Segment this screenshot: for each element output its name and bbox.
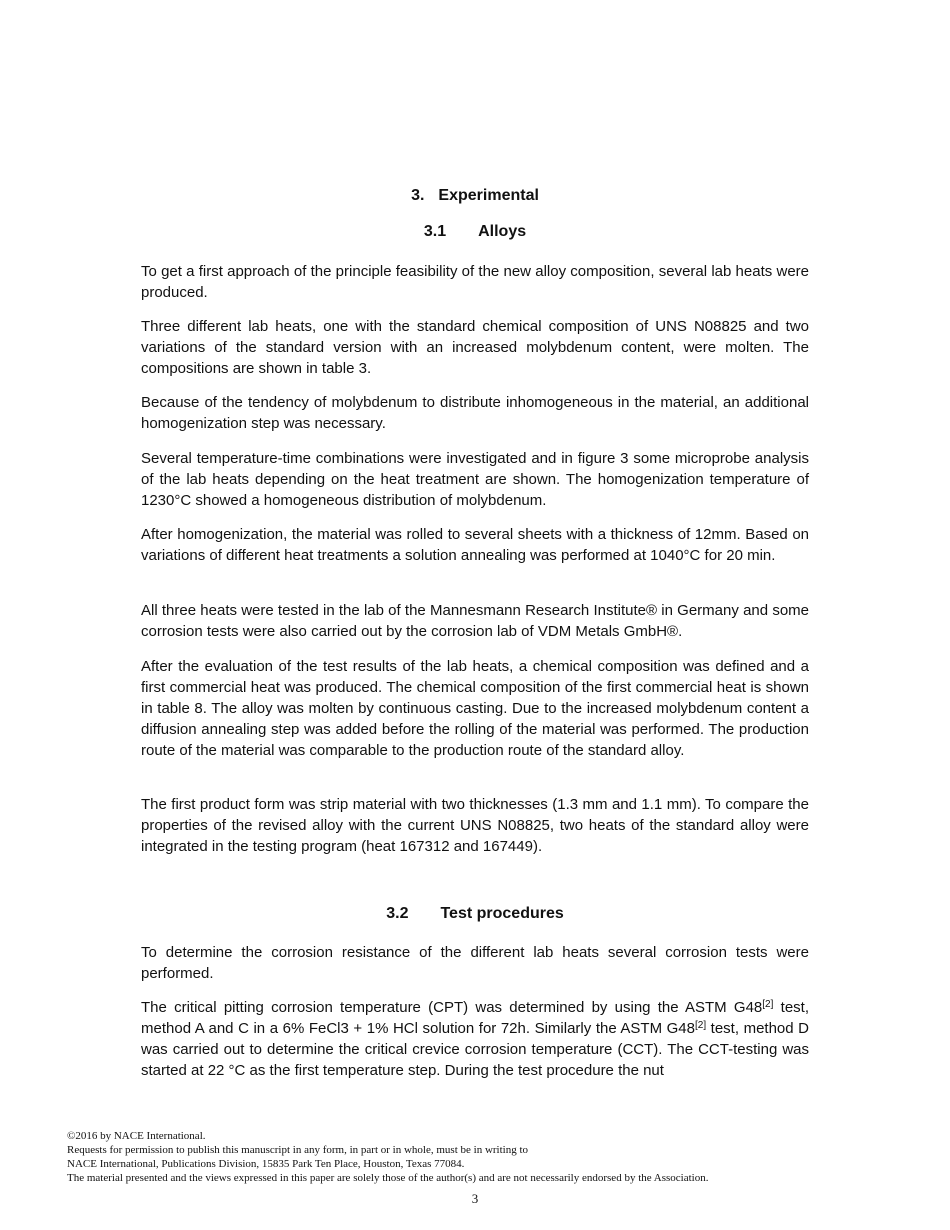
section-title: Experimental [438,187,539,204]
footer-line: NACE International, Publications Division, 15835 Park Ten Place, Houston, Texas 77084. [67,1158,465,1170]
paragraph: After the evaluation of the test results of the lab heats, a chemical composition was defined and a first commercial heat was produced. The chemical composition of the first commercial heat is shown in table 8. The alloy was molten by continuous casting. Due to the increased molybdenum content a diffusion annealing step was added before the rolling of the material was performed. The production route of the material was comparable to the production route of the standard alloy. [141,658,809,759]
paragraph-cpt-cct [141,997,809,1081]
footer-line: The material presented and the views expressed in this paper are solely those of the author(s) and are not necessarily endorsed by the Association. [67,1172,709,1184]
citation-ref[interactable]: [2] [762,999,774,1010]
footer-line: ©2016 by NACE International. [67,1130,206,1142]
paragraph: The first product form was strip material with two thicknesses (1.3 mm and 1.1 mm). To compare the properties of the revised alloy with the current UNS N08825, two heats of the standard alloy were integrated in the testing program (heat 167312 and 167449). [141,796,809,855]
subsection-heading-alloys [0,223,950,241]
subsection-title: Alloys [478,223,527,240]
text-run: test, method D was carried out to determine the critical crevice corrosion temperature (CCT). The CCT-testing was started at 22 °C as the first temperature step. During the test procedure the nut [141,1020,809,1079]
footer-line: Requests for permission to publish this manuscript in any form, in part or in whole, must be in writing to [67,1144,529,1156]
section-number: 3. [411,187,425,204]
paragraph: All three heats were tested in the lab of the Mannesmann Research Institute® in Germany and some corrosion tests were also carried out by the corrosion lab of VDM Metals GmbH®. [141,602,809,640]
subsection-number: 3.2 [386,905,409,922]
paragraph: Because of the tendency of molybdenum to distribute inhomogeneous in the material, an additional homogenization step was necessary. [141,394,809,432]
paragraph: To get a first approach of the principle feasibility of the new alloy composition, several lab heats were produced. [141,263,809,301]
text-run: The critical pitting corrosion temperature (CPT) was determined by using the ASTM G48 [141,999,763,1016]
paragraph: After homogenization, the material was rolled to several sheets with a thickness of 12mm. Based on variations of different heat treatments a solution annealing was performed at 1040°C for 20 min. [141,526,809,564]
paragraph: Several temperature-time combinations were investigated and in figure 3 some microprobe analysis of the lab heats depending on the heat treatment are shown. The homogenization temperature of 1230°C showed a homogeneous distribution of molybdenum. [141,450,809,509]
citation-ref[interactable]: [2] [694,1020,707,1031]
copyright-footer [67,1129,887,1185]
subsection-heading-test-procedures [0,905,950,923]
page-number: 3 [471,1191,479,1206]
subsection-title: Test procedures [440,905,564,922]
section-heading-experimental [0,187,950,205]
paragraph: Three different lab heats, one with the standard chemical composition of UNS N08825 and two variations of the standard version with an increased molybdenum content, were molten. The compositions are shown in table 3. [141,318,809,377]
text-run: test, method A and C in a 6% FeCl3 + 1% HCl solution for 72h. Similarly the ASTM G48 [141,999,809,1037]
subsection-number: 3.1 [423,223,447,240]
paragraph: To determine the corrosion resistance of the different lab heats several corrosion tests were performed. [141,944,809,982]
